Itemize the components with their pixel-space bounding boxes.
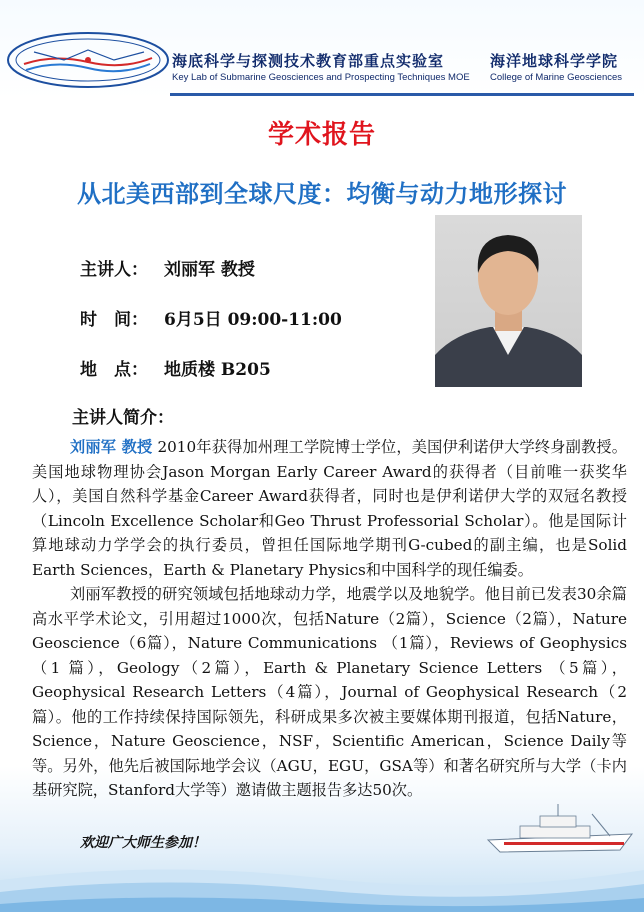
lab-name-cn: 海底科学与探测技术教育部重点实验室: [172, 52, 445, 70]
speaker-photo: [435, 215, 582, 387]
speaker-value: 刘丽军 教授: [164, 260, 255, 280]
bio-text: [32, 435, 627, 803]
place-row: [80, 355, 271, 380]
page-title: 学术报告: [267, 120, 376, 150]
welcome-text: 欢迎广大师生参加！: [80, 835, 206, 851]
bio-paragraph-1: [32, 435, 627, 582]
header-band: [0, 0, 644, 98]
speaker-row: [80, 255, 255, 280]
bio-paragraph-1-text: 2010年获得加州理工学院博士学位，美国伊利诺伊大学终身副教授。美国地球物理协会Jason Morgan Early Career Award的获得者（目前唯一获奖华人），美国自然科学基金Career Award获得者，同时也是伊利诺伊大学的双冠名教授（Lincoln Excellence Scholar和Geo Thrust Professorial Scholar）。他是国际计算地球动力学学会的执行委员，曾担任国际地学期刊G-cubed的副主编，也是Solid Earth Sciences，Earth & Planetary Physics和中国科学的现任编委。: [32, 438, 627, 579]
research-ship-icon: [480, 800, 640, 860]
intro-heading: 主讲人简介：: [72, 408, 174, 428]
college-name-cn: 海洋地球科学学院: [490, 52, 619, 70]
bio-paragraph-2: 刘丽军教授的研究领域包括地球动力学，地震学以及地貌学。他目前已发表30余篇高水平学术论文，引用超过1000次，包括Nature（2篇），Science（2篇），Nature Geoscience（6篇），Nature Communications （1篇），Reviews of Geophysics （1 篇），Geology（2篇），Earth & Planetary Science Letters （5篇），Geophysical Research Letters（4篇），Journal of Geophysical Research（2篇）。他的工作持续保持国际领先，科研成果多次被主要媒体期刊报道，包括Nature，Science，Nature Geoscience，NSF，Scientific American，Science Daily等等。另外，他先后被国际地学会议（AGU，EGU，GSA等）和著名研究所与大学（卡内基研究院，Stanford大学等）邀请做主题报告多达50次。: [32, 585, 627, 799]
speaker-label: 主讲人：: [80, 260, 148, 280]
speaker-name-highlight: 刘丽军 教授: [70, 438, 153, 456]
header-divider: [170, 93, 634, 96]
place-label: 地 点：: [80, 360, 148, 380]
lab-logo-icon: [4, 30, 172, 90]
time-value: 6月5日 09:00-11:00: [164, 310, 342, 330]
time-row: [80, 305, 342, 330]
time-label: 时 间：: [80, 310, 148, 330]
college-name-en: College of Marine Geosciences: [490, 72, 623, 83]
place-value: 地质楼 B205: [164, 360, 271, 380]
lab-name-en: Key Lab of Submarine Geosciences and Prospecting Techniques MOE: [172, 72, 470, 83]
talk-title: 从北美西部到全球尺度：均衡与动力地形探讨: [77, 180, 567, 208]
